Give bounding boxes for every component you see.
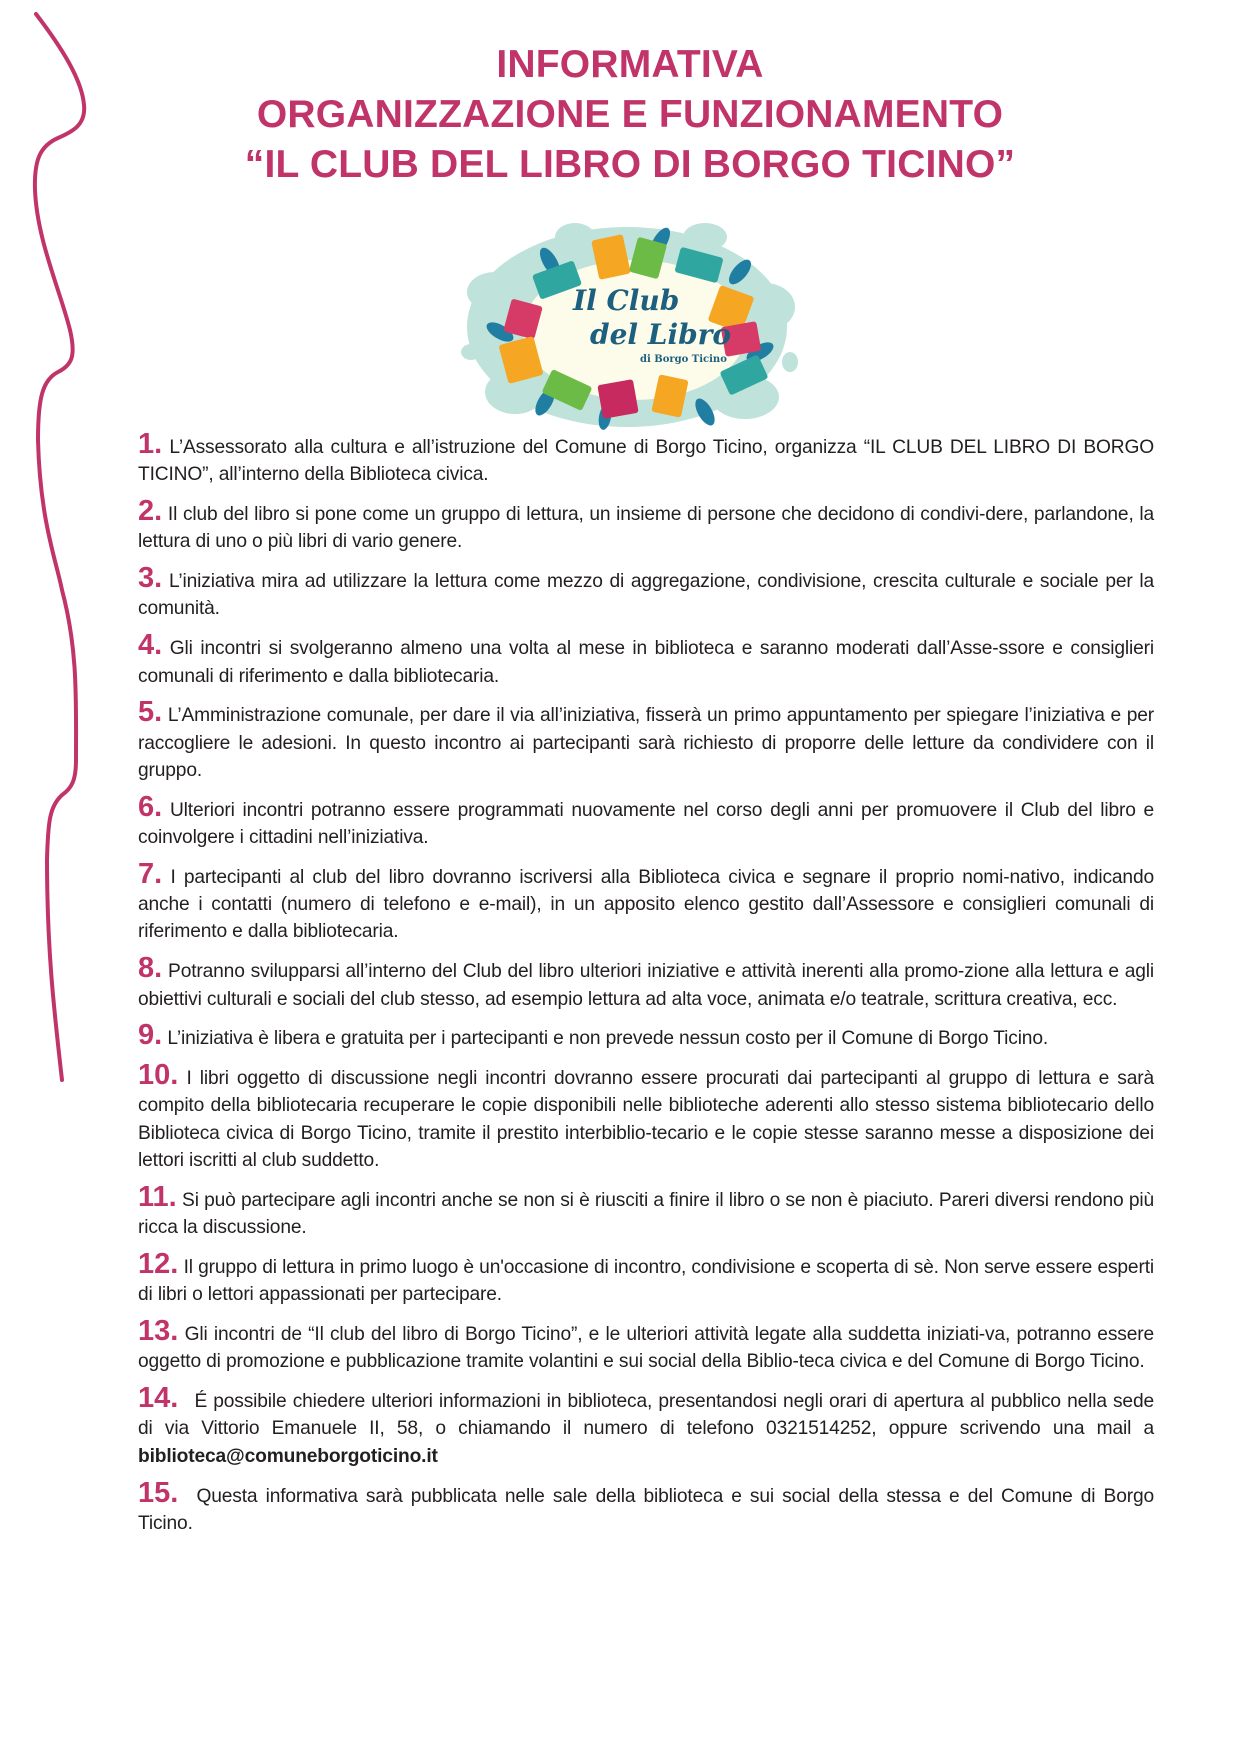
decorative-swirl-line	[0, 0, 140, 1754]
rule-number: 7.	[138, 857, 163, 890]
rule-text: Si può partecipare agli incontri anche se non si è riusciti a finire il libro o se non è piaciuto. Pareri diversi rendono più ricca la discussione.	[138, 1189, 1154, 1239]
rule-text: Gli incontri si svolgeranno almeno una volta al mese in biblioteca e saranno moderati dall’Asse-ssore e consiglieri comunali di riferimento e dalla bibliotecaria.	[138, 638, 1154, 687]
logo-text-il-club: Il Club	[573, 284, 680, 317]
rules-list	[138, 428, 1155, 1550]
rule-number: 14.	[138, 1382, 179, 1415]
rule-item-4	[138, 629, 1154, 690]
rule-item-14	[138, 1382, 1154, 1470]
title-line-organizzazione: ORGANIZZAZIONE E FUNZIONAMENTO	[256, 93, 1004, 136]
rule-item-2	[138, 495, 1154, 556]
rule-text: Questa informativa sarà pubblicata nelle sale della biblioteca e sui social della stessa e del Comune di Borgo Ticino.	[138, 1485, 1154, 1534]
rule-item-5	[138, 696, 1154, 784]
rule-number: 12.	[138, 1247, 179, 1280]
library-email-link[interactable]: biblioteca@comuneborgoticino.it	[138, 1445, 438, 1467]
rule-item-3	[138, 562, 1154, 623]
rule-item-13	[138, 1315, 1154, 1376]
rule-text: Ulteriori incontri potranno essere programmati nuovamente nel corso degli anni per promuovere il Club del libro e coinvolgere i cittadini nell’iniziativa.	[138, 799, 1154, 849]
title-line-club-name: “IL CLUB DEL LIBRO DI BORGO TICINO”	[244, 143, 1016, 186]
rule-item-12	[138, 1247, 1154, 1309]
rule-item-9	[138, 1019, 1154, 1052]
rule-number: 1.	[138, 428, 163, 460]
rule-text: I libri oggetto di discussione negli incontri dovranno essere procurati dai partecipanti al gruppo di lettura e sarà compito della bibliotecaria recuperare le copie disponibili nelle biblioteche aderenti allo stesso sistema bibliotecario dello Biblioteca civica di Borgo Ticino, tramite il prestito interbiblio-tecario e le copie stesse saranno messe a disposizione dei lettori iscritti al club suddetto.	[138, 1068, 1154, 1172]
rule-text: L’iniziativa mira ad utilizzare la lettura come mezzo di aggregazione, condivisione, crescita culturale e sociale per la comunità.	[138, 571, 1154, 620]
rule-item-11	[138, 1180, 1154, 1242]
rule-item-6	[138, 790, 1154, 852]
rule-text: Gli incontri de “Il club del libro di Borgo Ticino”, e le ulteriori attività legate alla suddetta iniziati-va, potranno essere oggetto di promozione e pubblicazione tramite volantini e sui social della Biblio-teca civica e del Comune di Borgo Ticino.	[138, 1324, 1154, 1373]
rule-text: É possibile chiedere ulteriori informazioni in biblioteca, presentandosi negli orari di apertura al pubblico nella sede di via Vittorio Emanuele II, 58, o chiamando il numero di telefono 0321514252, oppure scrivendo una mail a	[138, 1391, 1154, 1440]
rule-number: 4.	[138, 629, 163, 662]
rule-number: 13.	[138, 1315, 179, 1348]
rule-text: L’Assessorato alla cultura e all’istruzione del Comune di Borgo Ticino, organizza “IL CLUB DEL LIBRO DI BORGO TICINO”, all’interno della Biblioteca civica.	[138, 437, 1154, 486]
logo-text-del-libro: del Libro	[590, 318, 732, 351]
rule-number: 5.	[138, 696, 163, 729]
swirl-main	[35, 14, 84, 1080]
rule-item-8	[138, 952, 1155, 1013]
rule-text: L’Amministrazione comunale, per dare il via all’iniziativa, fisserà un primo appuntamento per spiegare l’iniziativa e per raccogliere le adesioni. In questo incontro ai partecipanti sarà richiesto di proporre delle letture da condividere con il gruppo.	[138, 705, 1154, 781]
title-line-informativa: INFORMATIVA	[496, 43, 764, 86]
rule-item-10	[138, 1059, 1154, 1174]
rule-number: 2.	[138, 495, 163, 528]
rule-item-7	[138, 857, 1154, 946]
rule-item-1	[138, 428, 1154, 489]
rule-number: 10.	[138, 1059, 179, 1092]
rule-number: 9.	[138, 1019, 163, 1052]
rule-text: Il gruppo di lettura in primo luogo è un'occasione di incontro, condivisione e scoperta di sè. Non serve essere esperti di libri o lettori appassionati per partecipare.	[138, 1256, 1154, 1306]
club-del-libro-logo	[455, 212, 800, 440]
rule-number: 8.	[138, 952, 163, 985]
rule-text: Potranno svilupparsi all’interno del Club del libro ulteriori iniziative e attività inerenti alla promo-zione alla lettura e agli obiettivi culturali e sociali del club stesso, ad esempio lettura ad alta voce, animata e/o teatrale, scrittura creativa, ecc.	[138, 961, 1155, 1010]
document-title	[150, 40, 1110, 190]
rule-text: I partecipanti al club del libro dovranno iscriversi alla Biblioteca civica e segnare il proprio nomi-nativo, indicando anche i contatti (numero di telefono e e-mail), in un apposito elenco gestito dall’Assessore e consiglieri comunali di riferimento e dalla bibliotecaria.	[138, 866, 1154, 943]
rule-number: 11.	[138, 1180, 177, 1213]
rule-text: Il club del libro si pone come un gruppo di lettura, un insieme di persone che decidono di condivi-dere, parlandone, la lettura di uno o più libri di vario genere.	[138, 504, 1154, 553]
rule-number: 6.	[138, 790, 163, 823]
rule-text: L’iniziativa è libera e gratuita per i partecipanti e non prevede nessun costo per il Comune di Borgo Ticino.	[167, 1028, 1049, 1050]
logo-text-di-borgo-ticino: di Borgo Ticino	[640, 354, 727, 365]
rule-item-15	[138, 1476, 1154, 1538]
rule-number: 15.	[138, 1476, 179, 1509]
rule-number: 3.	[138, 562, 163, 595]
